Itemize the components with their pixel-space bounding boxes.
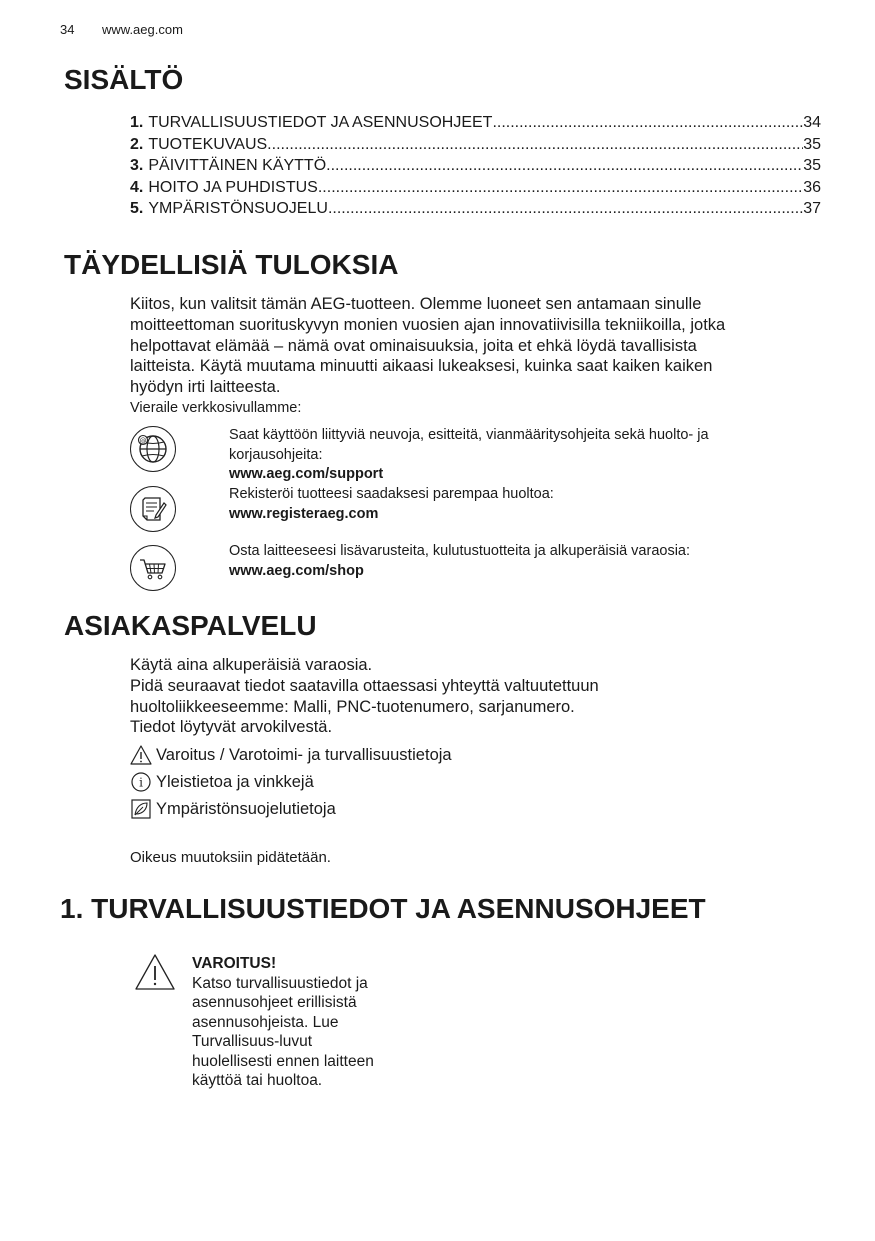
globe-icon: [130, 426, 176, 472]
warning-triangle-icon: [133, 952, 177, 992]
toc-label: HOITO JA PUHDISTUS: [148, 178, 318, 196]
toc-page: 36: [803, 178, 821, 196]
toc-item-5[interactable]: [130, 198, 821, 220]
support-text: korjausohjeita:: [229, 446, 323, 463]
warning-line: Katso turvallisuustiedot ja: [192, 974, 368, 992]
register-document-icon: [130, 486, 176, 532]
warning-triangle-icon: [130, 744, 152, 766]
intro-line: Kiitos, kun valitsit tämän AEG-tuotteen. Olemme luoneet sen antamaan sinulle: [130, 295, 702, 313]
toc-number: 2.: [130, 135, 144, 153]
shop-block: [229, 542, 809, 581]
warning-line: asennusohjeet erillisistä: [192, 994, 357, 1011]
visit-text: Vieraile verkkosivullamme:: [130, 400, 302, 416]
info-icon: [130, 771, 152, 793]
toc-label: YMPÄRISTÖNSUOJELU: [148, 200, 328, 218]
toc-leader: [326, 155, 803, 177]
toc-label: PÄIVITTÄINEN KÄYTTÖ: [148, 157, 327, 175]
toc-leader: [267, 134, 803, 156]
toc-number: 1.: [130, 114, 144, 131]
toc-label: TUOTEKUVAUS: [148, 135, 268, 153]
svg-text:i: i: [139, 775, 143, 790]
shop-text: Osta laitteeseesi lisävarusteita, kulutustuotteita ja alkuperäisiä varaosia:: [229, 543, 691, 559]
toc-item-4[interactable]: [130, 177, 821, 199]
toc-leader: [318, 177, 803, 199]
warning-label: VAROITUS!: [192, 955, 277, 972]
contents-title: SISÄLTÖ: [64, 64, 184, 95]
environment-leaf-icon: [130, 798, 152, 820]
intro-line: helpottavat elämää – nämä ovat ominaisuuksia, joita et ehkä löydä tavallisista: [130, 336, 697, 355]
shop-link[interactable]: www.aeg.com/shop: [229, 562, 364, 579]
service-line: Käytä aina alkuperäisiä varaosia.: [130, 656, 373, 674]
toc-item-2[interactable]: [130, 134, 821, 156]
toc-item-1[interactable]: [130, 112, 821, 134]
support-block: [229, 426, 809, 485]
legend-warning: [130, 744, 452, 766]
toc-leader: [328, 198, 803, 220]
intro-line: moitteettoman suorituskyvyn monien vuosien ajan innovatiivisilla tekniikoilla, jotka: [130, 315, 726, 334]
service-info: [130, 655, 820, 738]
toc-number: 3.: [130, 157, 144, 175]
warning-line: käyttöä tai huoltoa.: [192, 1072, 323, 1089]
results-intro: [130, 294, 820, 398]
rights-reserved: Oikeus muutoksiin pidätetään.: [130, 849, 331, 866]
toc-item-3[interactable]: [130, 155, 821, 177]
service-title: ASIAKASPALVELU: [64, 610, 317, 641]
support-text: Saat käyttöön liittyviä neuvoja, esitteitä, vianmääritysohjeita sekä huolto- ja: [229, 427, 709, 443]
legend-info: [130, 771, 314, 793]
warning-line: huolellisesti ennen laitteen: [192, 1052, 374, 1070]
toc-number: 5.: [130, 200, 144, 218]
safety-warning: [192, 954, 412, 1091]
toc-page: 35: [803, 157, 821, 175]
safety-section-title: 1. TURVALLISUUSTIEDOT JA ASENNUSOHJEET: [60, 893, 706, 924]
register-text: Rekisteröi tuotteesi saadaksesi parempaa huoltoa:: [229, 486, 554, 502]
warning-line: Turvallisuus-luvut: [192, 1033, 313, 1050]
legend-info-label: Yleistietoa ja vinkkejä: [156, 773, 314, 791]
warning-line: asennusohjeista. Lue: [192, 1013, 339, 1031]
results-title: TÄYDELLISIÄ TULOKSIA: [64, 249, 399, 280]
toc-number: 4.: [130, 178, 144, 196]
register-link[interactable]: www.registeraeg.com: [229, 505, 379, 522]
svg-text:@: @: [139, 436, 147, 445]
service-line: Tiedot löytyvät arvokilvestä.: [130, 718, 333, 737]
toc-leader: [492, 112, 803, 134]
service-line: Pidä seuraavat tiedot saatavilla ottaessasi yhteyttä valtuutettuun: [130, 676, 599, 695]
register-block: [229, 485, 809, 524]
page-number: 34: [60, 22, 75, 37]
site-url: www.aeg.com: [102, 22, 183, 37]
legend-environment-label: Ympäristönsuojelutietoja: [156, 800, 336, 818]
toc-page: 35: [803, 135, 821, 153]
service-line: huoltoliikkeeseemme: Malli, PNC-tuotenumero, sarjanumero.: [130, 697, 575, 716]
shopping-cart-icon: [130, 545, 176, 591]
intro-line: laitteista. Käytä muutama minuutti aikaasi lukeaksesi, kuinka saat kaiken kaiken: [130, 357, 713, 376]
toc-label: TURVALLISUUSTIEDOT JA ASENNUSOHJEET: [148, 114, 493, 131]
support-link[interactable]: www.aeg.com/support: [229, 466, 384, 482]
legend-warning-label: Varoitus / Varotoimi- ja turvallisuustietoja: [156, 746, 452, 764]
toc-page: 37: [803, 200, 821, 218]
intro-line: hyödyn irti laitteesta.: [130, 378, 281, 397]
table-of-contents: [130, 112, 821, 220]
toc-page: 34: [803, 114, 821, 131]
legend-environment: [130, 798, 336, 820]
